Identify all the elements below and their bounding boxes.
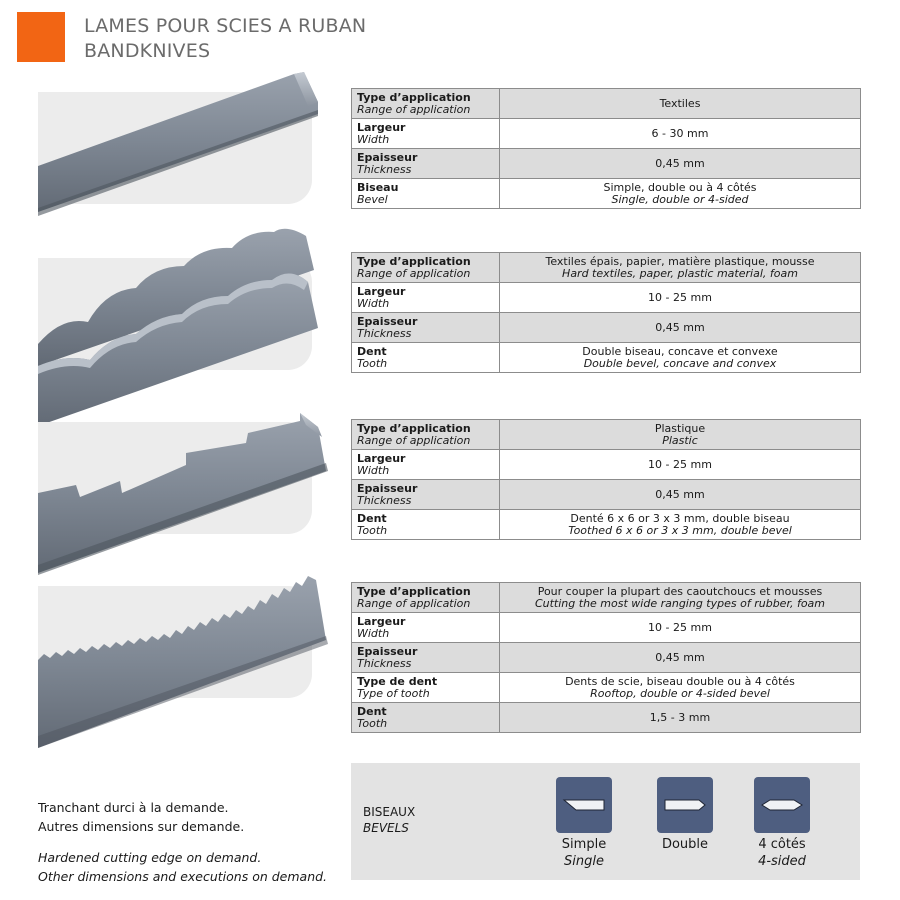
toothed-blade-icon <box>36 405 336 575</box>
row-label: Type d’application Range of application <box>352 583 500 613</box>
note-en-1: Hardened cutting edge on demand. <box>38 850 262 865</box>
straight-blade-icon <box>36 70 336 240</box>
row-value: Double biseau, concave et convexe Double bevel, concave and convex <box>500 343 861 373</box>
table-row <box>352 613 861 643</box>
row-value: Textiles épais, papier, matière plastique, mousse Hard textiles, paper, plastic material, foam <box>500 253 861 283</box>
double-bevel-icon <box>657 777 713 833</box>
bevel-single: Simple Single <box>544 777 624 870</box>
table-row <box>352 643 861 673</box>
bevels-title: BISEAUX BEVELS <box>363 805 416 835</box>
table-row <box>352 119 861 149</box>
four-sided-bevel-icon <box>754 777 810 833</box>
table-row <box>352 450 861 480</box>
bevel-four-sided: 4 côtés 4-sided <box>742 777 822 870</box>
row-value: 0,45 mm <box>500 313 861 343</box>
table-row <box>352 480 861 510</box>
row-value: 6 - 30 mm <box>500 119 861 149</box>
table-row <box>352 89 861 119</box>
table-row <box>352 420 861 450</box>
row-label: Type d’application Range of application <box>352 89 500 119</box>
spec-table-1 <box>351 88 861 209</box>
table-row <box>352 149 861 179</box>
row-label: Dent Tooth <box>352 510 500 540</box>
row-value: Denté 6 x 6 or 3 x 3 mm, double biseau Toothed 6 x 6 or 3 x 3 mm, double bevel <box>500 510 861 540</box>
row-label: Largeur Width <box>352 450 500 480</box>
row-value: 0,45 mm <box>500 643 861 673</box>
table-row <box>352 253 861 283</box>
brand-square <box>17 12 65 62</box>
table-row <box>352 343 861 373</box>
scalloped-blade-icon <box>36 226 336 396</box>
note-fr-2: Autres dimensions sur demande. <box>38 819 245 834</box>
table-row <box>352 179 861 209</box>
spec-table-4 <box>351 582 861 733</box>
note-fr-1: Tranchant durci à la demande. <box>38 800 229 815</box>
row-label: Largeur Width <box>352 283 500 313</box>
table-row <box>352 703 861 733</box>
row-label: Epaisseur Thickness <box>352 643 500 673</box>
row-label: Dent Tooth <box>352 343 500 373</box>
note-en-2: Other dimensions and executions on demand. <box>38 869 328 884</box>
row-label: Type d’application Range of application <box>352 253 500 283</box>
row-value: 1,5 - 3 mm <box>500 703 861 733</box>
row-value: Dents de scie, biseau double ou à 4 côtés Rooftop, double or 4-sided bevel <box>500 673 861 703</box>
row-label: Largeur Width <box>352 119 500 149</box>
page-title-fr: LAMES POUR SCIES A RUBAN <box>84 15 367 37</box>
bevels-panel <box>351 763 860 880</box>
table-row <box>352 583 861 613</box>
row-value: Plastique Plastic <box>500 420 861 450</box>
serrated-blade-icon <box>36 570 336 740</box>
row-value: Pour couper la plupart des caoutchoucs et mousses Cutting the most wide ranging types of rubber, foam <box>500 583 861 613</box>
row-value: Textiles <box>500 89 861 119</box>
footnotes <box>38 798 327 886</box>
row-value: 0,45 mm <box>500 149 861 179</box>
row-label: Type de dent Type of tooth <box>352 673 500 703</box>
row-label: Largeur Width <box>352 613 500 643</box>
spec-table-3 <box>351 419 861 540</box>
row-label: Epaisseur Thickness <box>352 313 500 343</box>
single-bevel-icon <box>556 777 612 833</box>
row-label: Type d’application Range of application <box>352 420 500 450</box>
row-label: Epaisseur Thickness <box>352 480 500 510</box>
row-value: 10 - 25 mm <box>500 613 861 643</box>
row-value: 10 - 25 mm <box>500 283 861 313</box>
spec-table-2 <box>351 252 861 373</box>
row-value: Simple, double ou à 4 côtés Single, double or 4-sided <box>500 179 861 209</box>
table-row <box>352 283 861 313</box>
table-row <box>352 673 861 703</box>
table-row <box>352 313 861 343</box>
row-value: 10 - 25 mm <box>500 450 861 480</box>
row-label: Biseau Bevel <box>352 179 500 209</box>
table-row <box>352 510 861 540</box>
row-label: Epaisseur Thickness <box>352 149 500 179</box>
page-title-en: BANDKNIVES <box>84 40 211 62</box>
bevel-double: Double <box>645 777 725 853</box>
row-value: 0,45 mm <box>500 480 861 510</box>
row-label: Dent Tooth <box>352 703 500 733</box>
